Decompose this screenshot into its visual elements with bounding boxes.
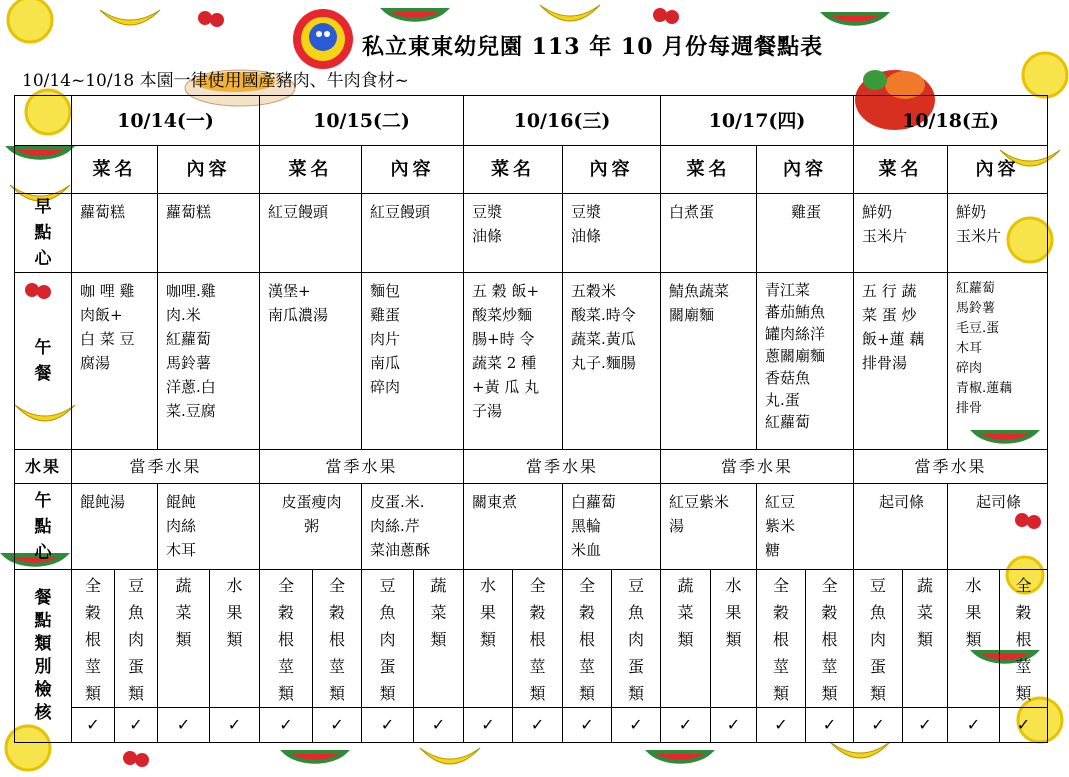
fruit-cell: 當季水果 (661, 450, 854, 484)
content-column-header: 內容 (563, 146, 661, 194)
content-column-header: 內容 (948, 146, 1048, 194)
food-category-cell: 蔬 菜 類 (903, 570, 948, 708)
food-category-cell: 全 穀 根 莖 類 (513, 570, 563, 708)
week-note: 10/14~10/18 本園一律使用國產豬肉、牛肉食材~ (22, 71, 409, 91)
check-mark-cell: ✓ (612, 708, 661, 743)
food-category-cell: 豆 魚 肉 蛋 類 (115, 570, 158, 708)
watermelon-icon (650, 752, 710, 762)
check-mark-cell: ✓ (313, 708, 362, 743)
check-mark-cell: ✓ (661, 708, 711, 743)
food-category-cell: 全 穀 根 莖 類 (1000, 570, 1048, 708)
day-header: 10/17(四) (661, 96, 854, 146)
cherry-icon (653, 8, 679, 24)
dish-column-header: 菜名 (661, 146, 757, 194)
snack-dish: 餛飩湯 (72, 484, 158, 570)
breakfast-dish: 鮮奶 玉米片 (854, 194, 948, 273)
content-column-header: 內容 (158, 146, 260, 194)
watermelon-icon (825, 14, 885, 24)
food-category-cell: 水 果 類 (464, 570, 513, 708)
lunch-row-label: 午 餐 (15, 273, 72, 450)
lunch-dish: 咖 哩 雞 肉飯+ 白 菜 豆 腐湯 (72, 273, 158, 450)
lunch-dish: 鯖魚蔬菜 關廟麵 (661, 273, 757, 450)
lunch-content: 青江菜 蕃茄鮪魚 罐肉絲洋 蔥關廟麵 香菇魚 丸.蛋 紅蘿蔔 (757, 273, 854, 450)
check-mark-cell: ✓ (362, 708, 414, 743)
breakfast-content: 豆漿 油條 (563, 194, 661, 273)
check-mark-cell: ✓ (158, 708, 210, 743)
banana-icon (830, 742, 890, 758)
lunch-content: 五穀米 酸菜.時令 蔬菜.黃瓜 丸子.麵腸 (563, 273, 661, 450)
food-category-cell: 水 果 類 (711, 570, 757, 708)
content-column-header: 內容 (757, 146, 854, 194)
lunch-dish: 五 行 蔬 菜 蛋 炒 飯+蓮 藕 排骨湯 (854, 273, 948, 450)
snack-dish: 皮蛋瘦肉 粥 (260, 484, 362, 570)
fruit-cell: 當季水果 (854, 450, 1048, 484)
snack-row-label: 午 點 心 (15, 484, 72, 570)
page-title: 私立東東幼兒園 113 年 10 月份每週餐點表 (362, 34, 824, 60)
check-mark-cell: ✓ (563, 708, 612, 743)
breakfast-content: 鮮奶 玉米片 (948, 194, 1048, 273)
breakfast-dish: 白煮蛋 (661, 194, 757, 273)
snack-content: 餛飩 肉絲 木耳 (158, 484, 260, 570)
breakfast-row-label: 早 點 心 (15, 194, 72, 273)
cherry-icon (198, 11, 224, 27)
food-category-cell: 豆 魚 肉 蛋 類 (362, 570, 414, 708)
check-mark-cell: ✓ (260, 708, 313, 743)
check-mark-cell: ✓ (757, 708, 806, 743)
food-category-cell: 全 穀 根 莖 類 (757, 570, 806, 708)
corner-cell (15, 146, 72, 194)
check-mark-cell: ✓ (806, 708, 854, 743)
breakfast-content: 紅豆饅頭 (362, 194, 464, 273)
lemon-slice-icon (8, 0, 52, 42)
fruit-row-label: 水果 (15, 450, 72, 484)
breakfast-dish: 蘿蔔糕 (72, 194, 158, 273)
check-mark-cell: ✓ (903, 708, 948, 743)
lemon-slice-icon (1023, 53, 1067, 97)
watermelon-icon (285, 752, 345, 762)
check-mark-cell: ✓ (210, 708, 260, 743)
day-header: 10/16(三) (464, 96, 661, 146)
lunch-content: 麵包 雞蛋 肉片 南瓜 碎肉 (362, 273, 464, 450)
check-mark-cell: ✓ (414, 708, 464, 743)
dish-column-header: 菜名 (260, 146, 362, 194)
food-category-cell: 豆 魚 肉 蛋 類 (612, 570, 661, 708)
check-mark-cell: ✓ (948, 708, 1000, 743)
weekly-meal-table (14, 95, 1048, 743)
day-header: 10/18(五) (854, 96, 1048, 146)
check-mark-cell: ✓ (72, 708, 115, 743)
snack-dish: 關東煮 (464, 484, 563, 570)
food-category-cell: 水 果 類 (210, 570, 260, 708)
snack-dish: 紅豆紫米 湯 (661, 484, 757, 570)
lunch-dish: 漢堡+ 南瓜濃湯 (260, 273, 362, 450)
banana-icon (100, 10, 160, 25)
breakfast-dish: 紅豆饅頭 (260, 194, 362, 273)
food-category-cell: 全 穀 根 莖 類 (313, 570, 362, 708)
content-column-header: 內容 (362, 146, 464, 194)
check-mark-cell: ✓ (711, 708, 757, 743)
dish-column-header: 菜名 (72, 146, 158, 194)
food-category-cell: 全 穀 根 莖 類 (260, 570, 313, 708)
fruit-cell: 當季水果 (260, 450, 464, 484)
food-category-cell: 蔬 菜 類 (661, 570, 711, 708)
fruit-cell: 當季水果 (72, 450, 260, 484)
fruit-cell: 當季水果 (464, 450, 661, 484)
check-mark-cell: ✓ (513, 708, 563, 743)
food-category-cell: 水 果 類 (948, 570, 1000, 708)
cherry-icon (123, 751, 149, 767)
check-mark-cell: ✓ (115, 708, 158, 743)
breakfast-content: 蘿蔔糕 (158, 194, 260, 273)
kindergarten-logo (292, 8, 354, 70)
food-category-cell: 蔬 菜 類 (158, 570, 210, 708)
day-header: 10/15(二) (260, 96, 464, 146)
breakfast-dish: 豆漿 油條 (464, 194, 563, 273)
snack-content: 白蘿蔔 黑輪 米血 (563, 484, 661, 570)
snack-content: 起司條 (948, 484, 1048, 570)
watermelon-icon (385, 10, 445, 20)
snack-dish: 起司條 (854, 484, 948, 570)
breakfast-content: 雞蛋 (757, 194, 854, 273)
banana-icon (540, 5, 600, 21)
dish-column-header: 菜名 (464, 146, 563, 194)
dish-column-header: 菜名 (854, 146, 948, 194)
check-mark-cell: ✓ (464, 708, 513, 743)
food-category-cell: 全 穀 根 莖 類 (806, 570, 854, 708)
food-category-cell: 豆 魚 肉 蛋 類 (854, 570, 903, 708)
corner-cell (15, 96, 72, 146)
snack-content: 紅豆 紫米 糖 (757, 484, 854, 570)
banana-icon (420, 748, 480, 764)
lunch-content: 咖哩.雞 肉.米 紅蘿蔔 馬鈴薯 洋蔥.白 菜.豆腐 (158, 273, 260, 450)
snack-content: 皮蛋.米. 肉絲.芹 菜油蔥酥 (362, 484, 464, 570)
check-mark-cell: ✓ (854, 708, 903, 743)
check-mark-cell: ✓ (1000, 708, 1048, 743)
food-category-cell: 全 穀 根 莖 類 (72, 570, 115, 708)
food-category-cell: 蔬 菜 類 (414, 570, 464, 708)
category-check-row-label: 餐 點 類 別 檢 核 (15, 570, 72, 743)
day-header: 10/14(一) (72, 96, 260, 146)
food-category-cell: 全 穀 根 莖 類 (563, 570, 612, 708)
lunch-content: 紅蘿蔔 馬鈴薯 毛豆.蛋 木耳 碎肉 青椒.蓮藕 排骨 (948, 273, 1048, 450)
lunch-dish: 五 穀 飯+ 酸菜炒麵 腸+時 令 蔬菜 2 種 +黃 瓜 丸 子湯 (464, 273, 563, 450)
